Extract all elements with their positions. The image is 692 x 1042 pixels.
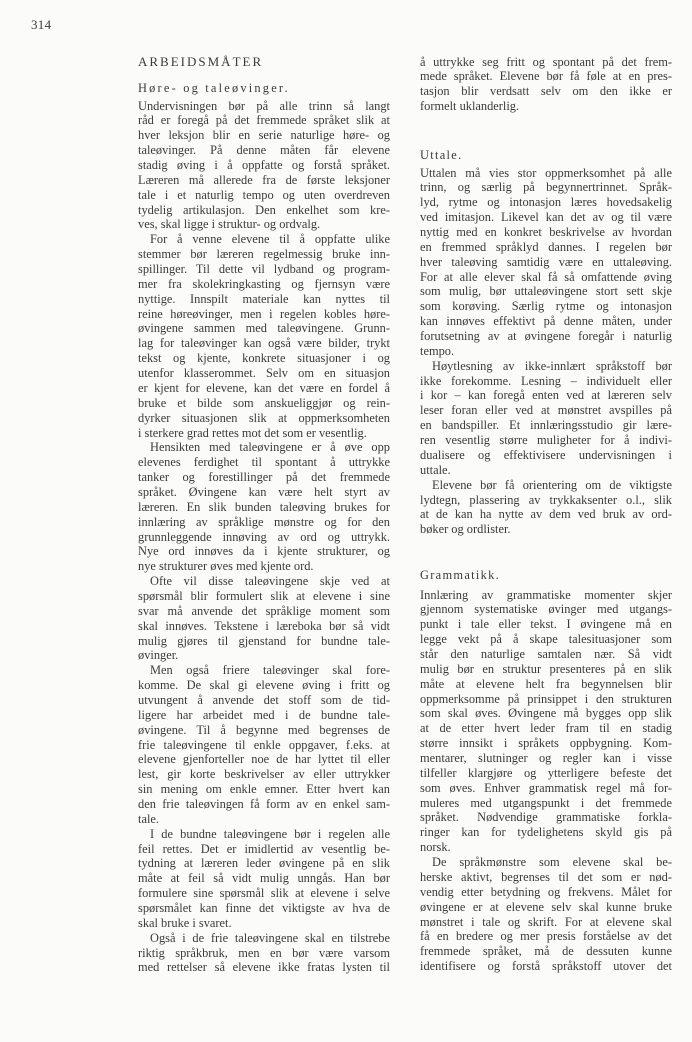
text-line: frie taleøvingene til enkle oppgaver, f.eks. at bbox=[138, 737, 390, 752]
text-line: øvingene er at elevene selv skal kunne bruke bbox=[420, 899, 672, 914]
paragraph bbox=[420, 478, 672, 537]
subsection-heading: Grammatikk. bbox=[420, 567, 501, 582]
text-line: øvingene sammen med taleøvingene. Grunn- bbox=[138, 321, 390, 336]
text-line: som mulig, bør uttaleøvingene stort sett skje bbox=[420, 284, 672, 299]
text-line: elevenes ferdighet til spontant å uttrykke bbox=[138, 455, 390, 470]
text-line: uttale. bbox=[420, 462, 451, 477]
text-line: større innsikt i språkets oppbygning. Kom- bbox=[420, 736, 672, 751]
text-line: skal bruke i svaret. bbox=[138, 915, 232, 930]
text-line: som korøving. Særlig rytme og intonasjon bbox=[420, 299, 672, 314]
text-line: Hensikten med taleøvingene er å øve opp bbox=[150, 440, 390, 455]
paragraph bbox=[420, 359, 672, 478]
text-line: innlæring av språklige mønstre og for den bbox=[138, 514, 390, 529]
text-line: nyttig med en konkret beskrivelse av hvordan bbox=[420, 225, 672, 240]
text-line: ligere har arbeidet med i de bundne tale- bbox=[138, 707, 390, 722]
text-line: stemmer bør læreren regelmessig bruke inn- bbox=[138, 247, 390, 262]
subsection-heading: Uttale. bbox=[420, 147, 463, 162]
text-line: komme. De skal gi elevene øving i fritt og bbox=[138, 678, 390, 693]
text-line: ikke forekomme. Lesning – individuelt eller bbox=[420, 373, 672, 388]
text-line: mede språket. Elevene bør få føle at en pres- bbox=[420, 69, 672, 84]
text-line: mønstret i tale og skrift. For at elevene skal bbox=[420, 914, 672, 929]
text-line: vendig etter betydning og frekvens. Målet for bbox=[420, 884, 672, 899]
paragraph bbox=[138, 99, 390, 233]
text-line: tydelig artikulasjon. Den enkelhet som kre- bbox=[138, 202, 390, 217]
text-line: feil rettes. Det er imidlertid av vesentlig be- bbox=[138, 841, 390, 856]
text-line: er kjent for elevene, kan det være en fordel å bbox=[138, 380, 390, 395]
text-line: formelt uklanderlig. bbox=[420, 99, 520, 114]
paragraph bbox=[420, 855, 672, 974]
text-line: en fremmed språklyd dannes. I regelen bør bbox=[420, 239, 672, 254]
paragraph bbox=[138, 931, 390, 976]
text-line: Læreren må allerede fra de første leksjoner bbox=[138, 172, 390, 187]
text-line: nye strukturer øves med kjente ord. bbox=[138, 559, 314, 574]
text-line: muleres med utgangspunkt i det fremmede bbox=[420, 795, 672, 810]
text-line: lest, gir korte beskrivelser av eller uttrykker bbox=[138, 767, 390, 782]
text-line: Også i de frie taleøvingene skal en tilstrebe bbox=[150, 930, 390, 945]
text-line: i sterkere grad rettes mot det som er vesentlig. bbox=[138, 425, 367, 440]
text-line: ved imitasjon. Likevel kan det av og til være bbox=[420, 210, 672, 225]
text-line: identifisere og forstå språkstoff utover det bbox=[420, 959, 672, 974]
text-line: utvungent å anvende det stoff som de tid- bbox=[138, 692, 390, 707]
text-line: en bandspiller. Et innlæringsstudio gir lære- bbox=[420, 418, 672, 433]
text-line: tanker og forestillinger på det fremmede bbox=[138, 470, 390, 485]
paragraph bbox=[420, 588, 672, 855]
text-line: hver leksjon blir en serie naturlige høre- og bbox=[138, 128, 390, 143]
text-line: formulere sine spørsmål slik at elevene i selve bbox=[138, 886, 390, 901]
paragraph bbox=[138, 574, 390, 663]
continued-paragraph bbox=[420, 55, 672, 114]
text-line: få en bredere og mer presis forståelse av det bbox=[420, 929, 672, 944]
text-line: språket. Nødvendige grammatiske forkla- bbox=[420, 810, 672, 825]
text-line: Nye ord innøves da i kjente strukturer, og bbox=[138, 544, 390, 559]
text-line: tilfeller klargjøre og ytterligere befeste det bbox=[420, 765, 672, 780]
text-line: tempo. bbox=[420, 343, 455, 358]
text-line: dualisere og effektivisere undervisningen i bbox=[420, 447, 672, 462]
text-line: ren vesentlig større muligheter for å indivi- bbox=[420, 433, 672, 448]
text-line: står den naturlige samtalen nær. Så vidt bbox=[420, 647, 672, 662]
text-line: stadig øving i å oppfatte og forstå språket. bbox=[138, 158, 390, 173]
text-line: øvingene. Til å begynne med begrenses de bbox=[138, 722, 390, 737]
text-line: Ofte vil disse taleøvingene skje ved at bbox=[150, 574, 390, 589]
text-line: bøker og ordlister. bbox=[420, 522, 511, 537]
paragraph bbox=[138, 827, 390, 931]
text-line: Høytlesning av ikke-innlært språkstoff bør bbox=[432, 358, 672, 373]
text-line: forutsetning av at øvingene foregår i naturlig bbox=[420, 329, 672, 344]
text-line: sin mening om enkle emner. Etter hvert kan bbox=[138, 782, 390, 797]
paragraph bbox=[420, 55, 672, 114]
text-line: oppmerksomme på prinsippet i den strukturen bbox=[420, 691, 672, 706]
text-line: som skal øves. Øvingene må bygges opp slik bbox=[420, 706, 672, 721]
text-line: leser foran eller ved at mønstret avspilles på bbox=[420, 403, 672, 418]
text-line: Undervisningen bør på alle trinn så langt bbox=[138, 98, 390, 113]
text-line: fremmede språket, må de dessuten kunne bbox=[420, 944, 672, 959]
text-line: spørsmål blir formulert slik at elevene i sine bbox=[138, 588, 390, 603]
text-line: med rettelser så elevene ikke fratas lysten til bbox=[138, 960, 390, 975]
text-line: herske aktivt, begrenses til det som er nød- bbox=[420, 869, 672, 884]
text-line: Elevene bør få orientering om de viktigste bbox=[432, 477, 672, 492]
text-line: spørsmålet kan finne det viktigste av hva de bbox=[138, 901, 390, 915]
text-line: taleøvinger. På denne måten får elevene bbox=[138, 143, 390, 158]
uttale-section-body bbox=[420, 166, 672, 537]
text-line: mulig bør en struktur presenteres på en slik bbox=[420, 661, 672, 676]
text-line: den frie taleøvingen få form av en enkel sam- bbox=[138, 796, 390, 811]
text-line: skal innøves. Tekstene i læreboka bør så vidt bbox=[138, 618, 390, 633]
text-line: reine høreøvinger, men i regelen kobles høre- bbox=[138, 306, 390, 321]
text-line: For å venne elevene til å oppfatte ulike bbox=[150, 232, 390, 247]
text-line: råd er foregå på det fremmede språket slik at bbox=[138, 113, 390, 128]
grammatikk-section-body bbox=[420, 588, 672, 974]
text-line: kan innøves effektivt på denne måten, under bbox=[420, 314, 672, 329]
text-line: Men også friere taleøvinger skal fore- bbox=[150, 663, 390, 678]
text-line: bruke et bilde som anskueliggjør og rein- bbox=[138, 395, 390, 410]
page-number: 314 bbox=[31, 17, 52, 32]
text-line: tydning at læreren leder øvingene på en slik bbox=[138, 856, 390, 871]
text-line: tale i et naturlig tempo og uten overdreven bbox=[138, 187, 390, 202]
text-line: å uttrykke seg fritt og spontant på det frem- bbox=[420, 54, 672, 69]
subsection-heading: Høre- og taleøvinger. bbox=[138, 80, 290, 95]
text-line: ves, skal ligge i struktur- og ordvalg. bbox=[138, 217, 321, 232]
text-line: mer fra skolekringkasting og fjernsyn være bbox=[138, 276, 390, 291]
text-line: tale. bbox=[138, 811, 159, 826]
text-line: grunnleggende innøving av ord og uttrykk. bbox=[138, 529, 390, 544]
text-line: hver taleøving samtidig være en uttaleøving. bbox=[420, 254, 672, 269]
text-line: nyttige. Innspilt materiale kan nyttes til bbox=[138, 291, 390, 306]
text-line: spillinger. Til dette vil lydband og program- bbox=[138, 262, 390, 277]
text-line: legge vekt på å skape talesituasjoner som bbox=[420, 632, 672, 647]
text-line: tasjon blir verdsatt selv om den ikke er bbox=[420, 84, 672, 99]
text-line: tekst og kjente, konkrete situasjoner i og bbox=[138, 351, 390, 366]
text-line: I de bundne taleøvingene bør i regelen alle bbox=[150, 826, 390, 841]
text-line: gjennom systematiske øvinger med utgangs- bbox=[420, 602, 672, 617]
text-line: Innlæring av grammatiske momenter skjer bbox=[420, 587, 672, 602]
text-line: at de kan ha nytte av dem ved bruk av ord- bbox=[420, 507, 672, 522]
text-line: Uttalen må vies stor oppmerksomhet på alle bbox=[420, 165, 672, 180]
paragraph bbox=[138, 663, 390, 826]
paragraph bbox=[138, 440, 390, 574]
text-line: lag for taleøvinger kan også være bilder, trykt bbox=[138, 336, 390, 351]
text-line: dyrker situasjonen slik at oppmerksomheten bbox=[138, 410, 390, 425]
text-line: ringer kan for tydelighetens skyld gis på bbox=[420, 825, 672, 840]
text-line: i kor – kan foregå enten ved at læreren selv bbox=[420, 388, 672, 403]
text-line: læreren. En slik bunden taleøving brukes for bbox=[138, 499, 390, 514]
text-line: som øves. Enhver grammatisk regel må for- bbox=[420, 780, 672, 795]
text-line: øvinger. bbox=[138, 648, 179, 663]
text-line: De språkmønstre som elevene skal be- bbox=[432, 855, 672, 870]
text-line: trinn, og særlig på begynnertrinnet. Språk- bbox=[420, 180, 672, 195]
text-line: måte at feil så vidt mulig unngås. Han bør bbox=[138, 871, 390, 886]
text-line: at de etter hvert leder fram til en stadig bbox=[420, 721, 672, 736]
text-line: For at alle elever skal få så omfattende øving bbox=[420, 269, 672, 284]
text-line: riktig språkbruk, men en bør være varsom bbox=[138, 945, 390, 960]
text-line: mulig gjøres til gjenstand for bundne tale- bbox=[138, 633, 390, 648]
text-line: elevene gjenforteller noe de har lyttet til eller bbox=[138, 752, 390, 767]
text-line: norsk. bbox=[420, 840, 451, 855]
paragraph bbox=[138, 232, 390, 440]
text-line: utenfor klasserommet. Selv om en situasjon bbox=[138, 366, 390, 381]
text-line: lydtegn, plassering av trykkaksenter o.l., slik bbox=[420, 492, 672, 507]
text-line: språket. Øvingene kan være helt styrt av bbox=[138, 484, 390, 499]
left-column-body bbox=[138, 99, 390, 976]
paragraph bbox=[420, 166, 672, 359]
text-line: måte at elevene helt fra begynnelsen blir bbox=[420, 676, 672, 691]
text-line: mentarer, slutninger og regler kan i visse bbox=[420, 751, 672, 766]
section-heading: ARBEIDSMÅTER bbox=[138, 54, 264, 69]
text-line: svar må anvende det språklige moment som bbox=[138, 603, 390, 618]
text-line: punkt i tale eller tekst. I øvingene må en bbox=[420, 617, 672, 632]
text-line: lyd, rytme og intonasjon læres hovedsakelig bbox=[420, 195, 672, 210]
